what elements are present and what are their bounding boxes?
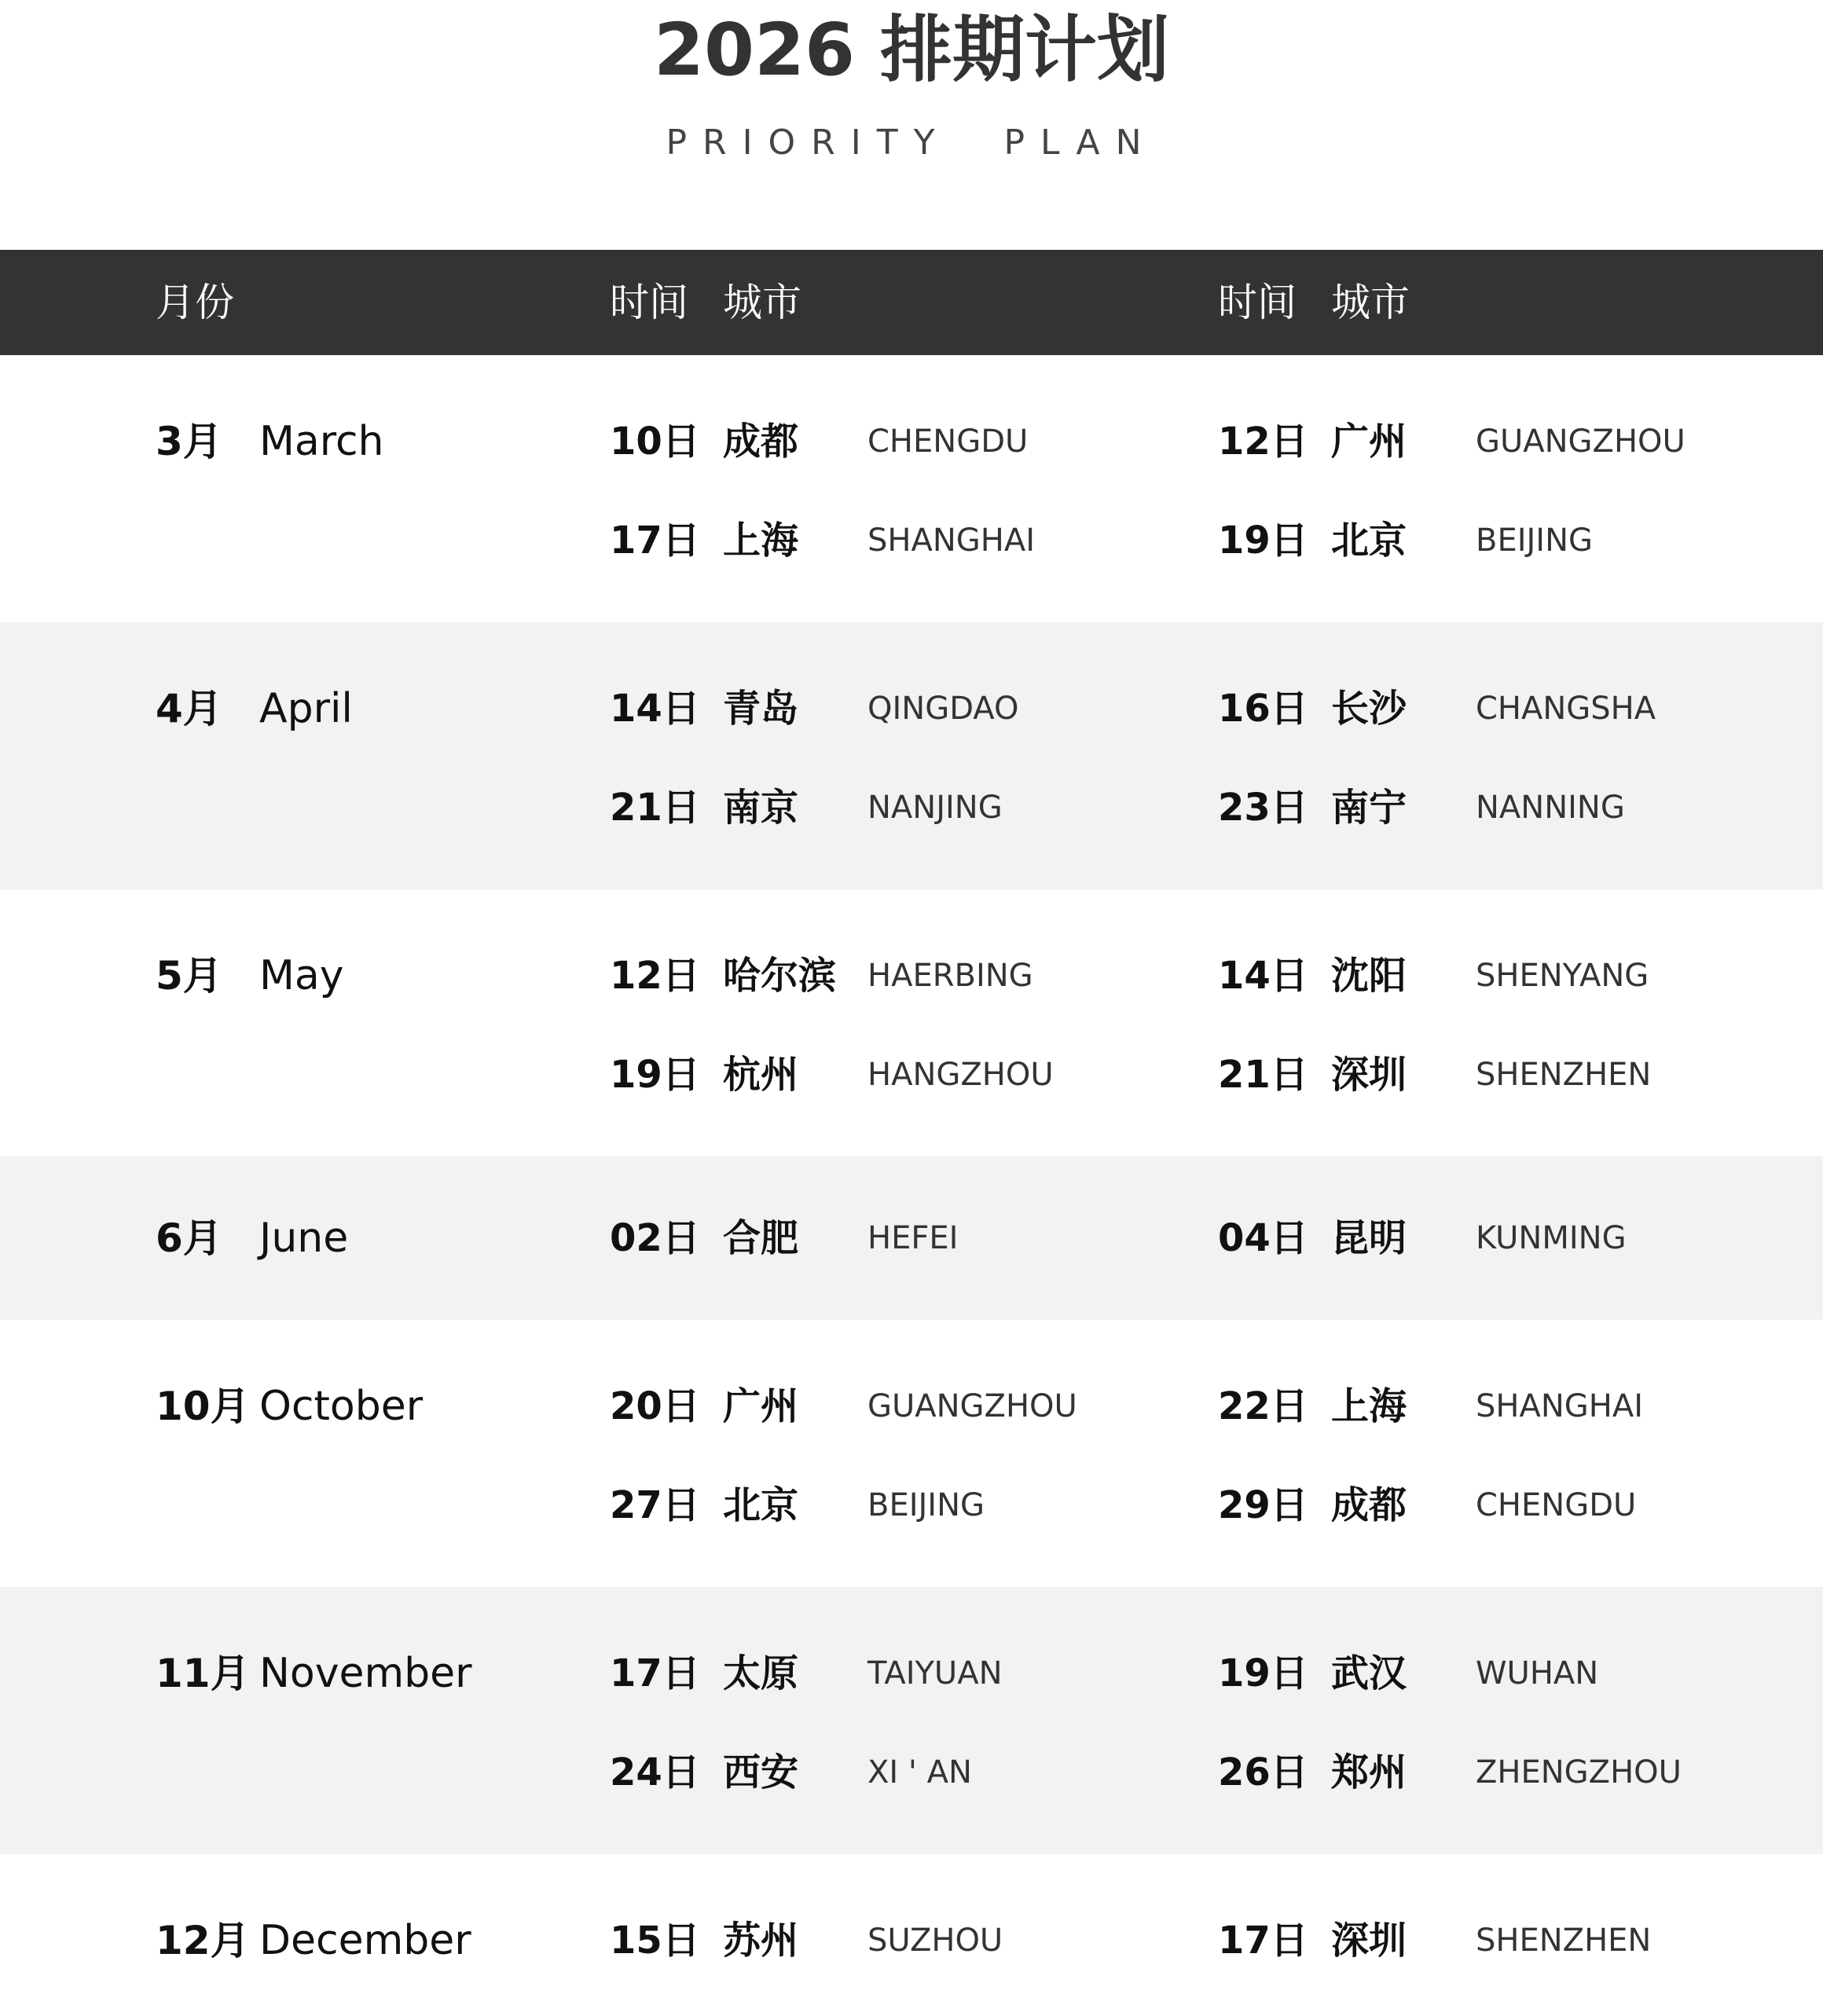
entry-day: 22日 xyxy=(1218,1384,1308,1428)
entry-city-en: NANNING xyxy=(1476,790,1625,826)
entry-city-en: SHANGHAI xyxy=(1476,1388,1643,1424)
entry-city-cn: 武汉 xyxy=(1331,1651,1407,1695)
entry-city-cn: 西安 xyxy=(723,1750,799,1794)
entry-city-en: GUANGZHOU xyxy=(867,1388,1077,1424)
entry-city-cn: 北京 xyxy=(1331,519,1407,563)
entry-city-en: CHENGDU xyxy=(1476,1487,1637,1523)
entry-city-en: KUNMING xyxy=(1476,1220,1627,1256)
header-month: 月份 xyxy=(156,280,234,325)
entry-city-cn: 太原 xyxy=(723,1651,799,1695)
month-label-en: October xyxy=(259,1383,424,1430)
entry-day: 04日 xyxy=(1218,1216,1308,1260)
table-header xyxy=(0,250,1823,355)
entry-city-en: TAIYUAN xyxy=(867,1655,1003,1692)
entry-city-cn: 沈阳 xyxy=(1331,954,1407,998)
entry-city-cn: 上海 xyxy=(1331,1384,1407,1428)
entry-day: 19日 xyxy=(1218,1651,1308,1695)
entry-day: 20日 xyxy=(610,1384,700,1428)
entry-day: 24日 xyxy=(610,1750,700,1794)
month-label-en: June xyxy=(259,1215,349,1262)
entry-day: 14日 xyxy=(610,687,700,731)
entry-day: 02日 xyxy=(610,1216,700,1260)
entry-day: 26日 xyxy=(1218,1750,1308,1794)
entry-city-cn: 成都 xyxy=(1331,1483,1407,1527)
entry-city-en: BEIJING xyxy=(1476,522,1594,559)
page-subtitle: PRIORITY PLAN xyxy=(666,123,1157,163)
entry-day: 19日 xyxy=(1218,519,1308,563)
entry-city-cn: 深圳 xyxy=(1331,1919,1407,1963)
month-label-cn: 5月 xyxy=(156,953,222,999)
entry-city-en: GUANGZHOU xyxy=(1476,423,1685,460)
entry-city-cn: 北京 xyxy=(723,1483,799,1527)
entry-city-en: BEIJING xyxy=(867,1487,985,1523)
month-row xyxy=(0,1854,1823,2011)
month-row xyxy=(0,1156,1823,1320)
entry-city-cn: 郑州 xyxy=(1331,1750,1407,1794)
entry-day: 12日 xyxy=(610,954,700,998)
month-label-cn: 4月 xyxy=(156,686,222,731)
header-time-1: 时间 xyxy=(610,280,688,325)
month-row xyxy=(0,1587,1823,1854)
header-time-2: 时间 xyxy=(1218,280,1297,325)
entry-city-cn: 合肥 xyxy=(723,1216,799,1260)
entry-day: 17日 xyxy=(610,1651,700,1695)
entry-city-cn: 哈尔滨 xyxy=(723,954,837,998)
entry-city-cn: 苏州 xyxy=(723,1919,799,1963)
entry-city-en: CHENGDU xyxy=(867,423,1029,460)
month-row xyxy=(0,355,1823,622)
entry-city-en: SHANGHAI xyxy=(867,522,1035,559)
entry-city-en: ZHENGZHOU xyxy=(1476,1754,1682,1791)
header-city-1: 城市 xyxy=(723,280,801,325)
entry-day: 14日 xyxy=(1218,954,1308,998)
entry-city-cn: 青岛 xyxy=(723,687,799,731)
month-row xyxy=(0,1320,1823,1587)
month-label-cn: 3月 xyxy=(156,419,222,464)
entry-city-cn: 杭州 xyxy=(723,1053,799,1097)
entry-city-cn: 南京 xyxy=(723,786,799,830)
entry-day: 16日 xyxy=(1218,687,1308,731)
entry-city-en: HANGZHOU xyxy=(867,1057,1054,1093)
month-label-cn: 12月 xyxy=(156,1918,250,1963)
entry-city-cn: 长沙 xyxy=(1331,687,1407,731)
entry-day: 17日 xyxy=(610,519,700,563)
month-label-cn: 6月 xyxy=(156,1215,222,1261)
entry-city-en: SHENYANG xyxy=(1476,958,1649,994)
entry-city-en: SUZHOU xyxy=(867,1923,1003,1959)
entry-day: 19日 xyxy=(610,1053,700,1097)
entry-day: 23日 xyxy=(1218,786,1308,830)
month-label-cn: 10月 xyxy=(156,1384,250,1429)
entry-city-cn: 成都 xyxy=(723,420,799,464)
entry-day: 12日 xyxy=(1218,420,1308,464)
entry-city-cn: 上海 xyxy=(723,519,799,563)
entry-day: 21日 xyxy=(610,786,700,830)
entry-day: 17日 xyxy=(1218,1919,1308,1963)
month-label-cn: 11月 xyxy=(156,1651,250,1696)
month-label-en: May xyxy=(259,952,344,999)
month-label-en: April xyxy=(259,685,353,732)
month-row xyxy=(0,622,1823,889)
month-label-en: November xyxy=(259,1650,472,1697)
entry-day: 21日 xyxy=(1218,1053,1308,1097)
entry-city-en: NANJING xyxy=(867,790,1003,826)
entry-city-cn: 昆明 xyxy=(1331,1216,1407,1260)
entry-city-cn: 广州 xyxy=(723,1384,799,1428)
entry-day: 29日 xyxy=(1218,1483,1308,1527)
page-title: 2026 排期计划 xyxy=(653,8,1170,92)
entry-city-en: SHENZHEN xyxy=(1476,1057,1652,1093)
entry-city-en: SHENZHEN xyxy=(1476,1923,1652,1959)
entry-city-en: XI ' AN xyxy=(867,1754,972,1791)
entry-city-cn: 深圳 xyxy=(1331,1053,1407,1097)
entry-city-cn: 南宁 xyxy=(1331,786,1407,830)
month-label-en: March xyxy=(259,418,384,465)
entry-day: 27日 xyxy=(610,1483,700,1527)
schedule-table xyxy=(0,355,1823,2011)
month-row xyxy=(0,889,1823,1156)
entry-city-cn: 广州 xyxy=(1331,420,1407,464)
entry-city-en: QINGDAO xyxy=(867,691,1019,727)
month-label-en: December xyxy=(259,1917,471,1964)
entry-day: 10日 xyxy=(610,420,700,464)
entry-city-en: CHANGSHA xyxy=(1476,691,1656,727)
entry-city-en: HAERBING xyxy=(867,958,1033,994)
header-city-2: 城市 xyxy=(1331,280,1410,325)
entry-city-en: WUHAN xyxy=(1476,1655,1599,1692)
entry-city-en: HEFEI xyxy=(867,1220,959,1256)
entry-day: 15日 xyxy=(610,1919,700,1963)
